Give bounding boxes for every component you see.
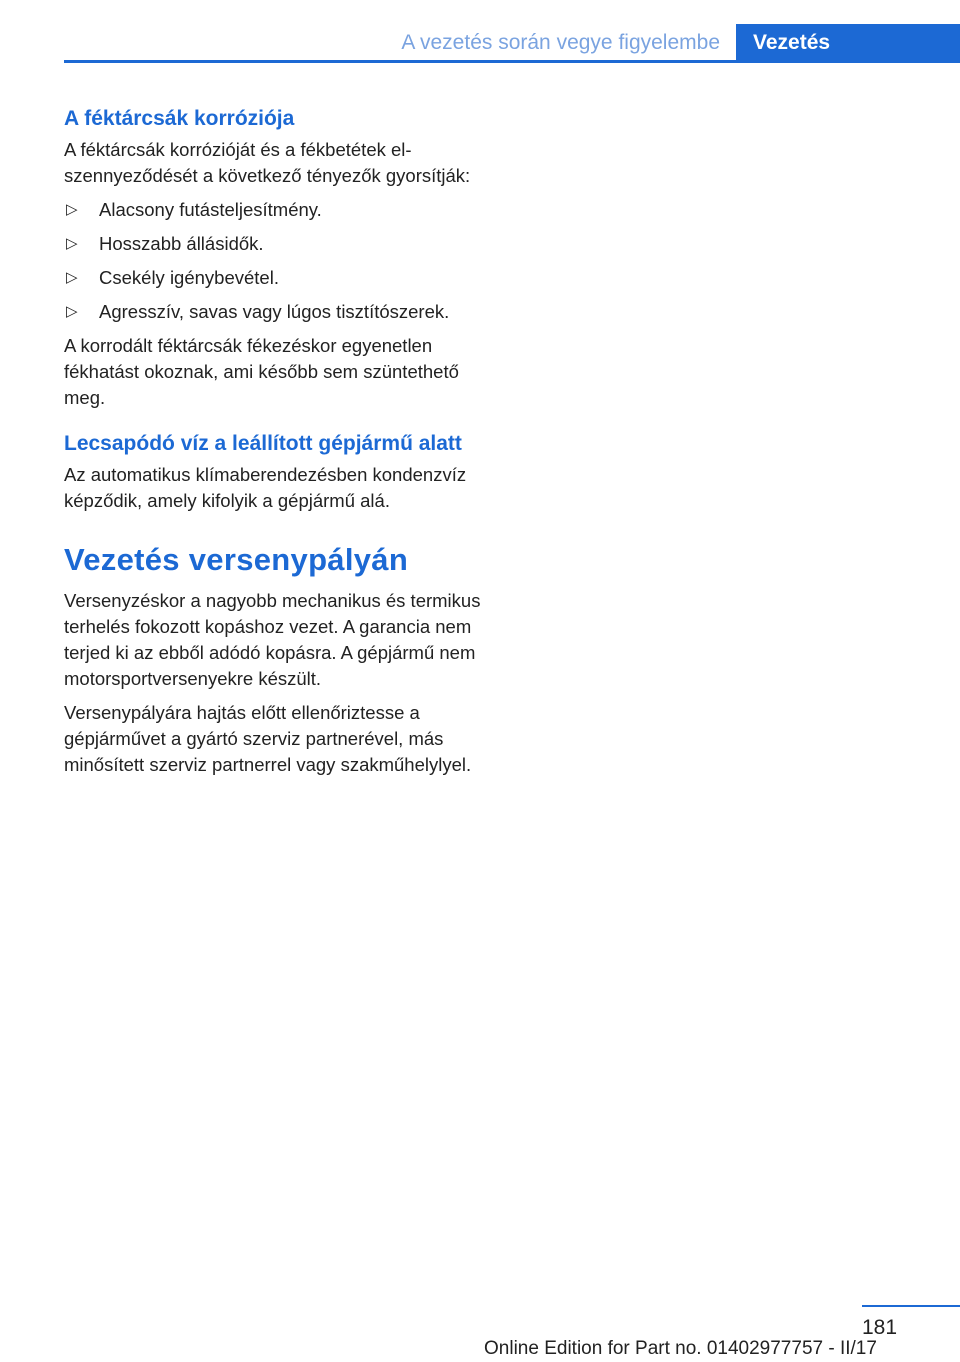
triangle-bullet-icon: ▷ [66,269,78,286]
content-column [64,106,484,778]
header-section-title: A vezetés során vegye figyelembe [401,31,720,54]
paragraph-racetrack-2: Versenypályára hajtás előtt ellenőriztesse a gépjárművet a gyártó szerviz partnerével, más minősített szerviz partnerrel vagy szakműhelylyel. [64,702,472,775]
paragraph-condensation: Az automatikus klímaberendezésben kondenzvíz képződik, amely kifolyik a gépjármű alá. [64,464,467,511]
section-heading-racetrack: Vezetés versenypályán [64,542,409,577]
triangle-bullet-icon: ▷ [66,303,78,320]
footer-rule [862,1305,960,1307]
list-item: ▷ Agresszív, savas vagy lúgos tisztítószerek. [64,299,484,325]
edition-footer: Online Edition for Part no. 01402977757 - II/17 [484,1338,877,1359]
list-item: ▷ Hosszabb állásidők. [64,231,484,257]
triangle-bullet-icon: ▷ [66,201,78,218]
paragraph-brake-after: A korrodált féktárcsák fékezéskor egyenetlen fékhatást okoznak, ami később sem szüntethető meg. [64,335,459,408]
paragraph-racetrack-1: Versenyzéskor a nagyobb mechanikus és termikus terhelés fokozott kopáshoz vezet. A garancia nem terjed ki az ebből adódó kopásra. A gépjármű nem motorsportversenyekre készült. [64,590,481,689]
bullet-list-factors [64,197,484,325]
list-item: ▷ Alacsony futásteljesítmény. [64,197,484,223]
section-heading-brake-corrosion: A féktárcsák korróziója [64,107,295,130]
header-chapter-tab: Vezetés [736,24,960,61]
section-heading-condensation: Lecsapódó víz a leállított gépjármű alatt [64,432,462,455]
page-number: 181 [862,1316,898,1339]
triangle-bullet-icon: ▷ [66,235,78,252]
list-item: ▷ Csekély igénybevétel. [64,265,484,291]
paragraph-brake-intro: A féktárcsák korrózióját és a fékbetétek elszennyeződését a következő tényezők gyorsítják: [64,139,471,186]
